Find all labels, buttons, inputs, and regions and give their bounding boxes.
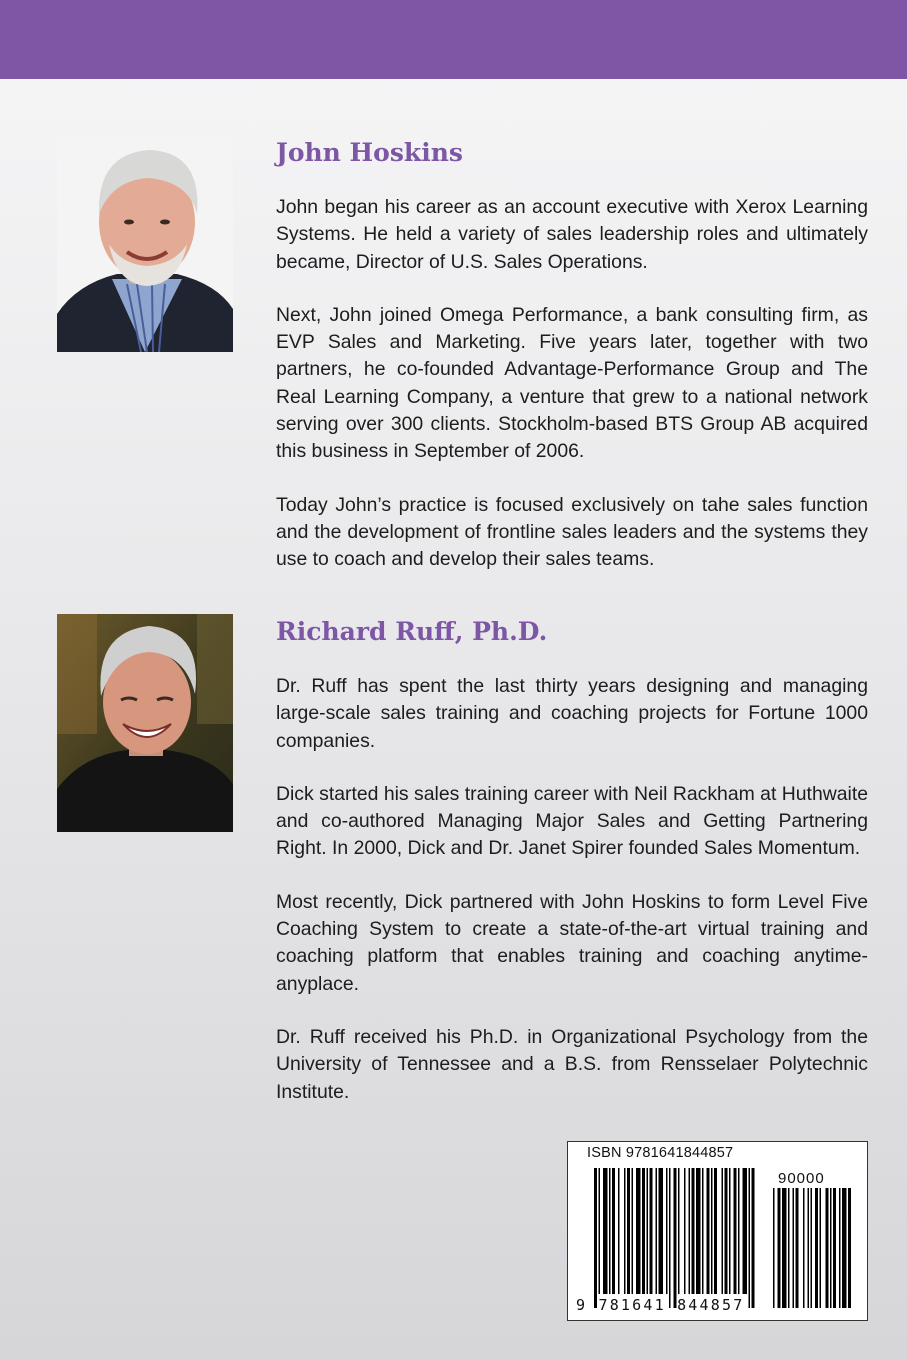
barcode-bar xyxy=(714,1168,717,1294)
barcode-addon-bar xyxy=(803,1188,805,1308)
isbn-label: ISBN 9781641844857 xyxy=(587,1145,734,1161)
barcode-bar xyxy=(738,1168,740,1294)
bio-paragraph: Dr. Ruff received his Ph.D. in Organizational Psychology from the University of Tennessee and a B.S. from Rensselaer Polytechnic Institute. xyxy=(276,1025,868,1103)
barcode-addon-bar xyxy=(842,1188,847,1308)
barcode-addon-bar xyxy=(839,1188,841,1308)
barcode-addon-bar xyxy=(793,1188,795,1308)
barcode-bar xyxy=(594,1168,597,1308)
barcode-addon-bar xyxy=(820,1188,822,1308)
barcode-bar xyxy=(599,1168,601,1294)
barcode-addon-bar xyxy=(773,1188,775,1308)
barcode-bar xyxy=(692,1168,695,1294)
richard-ruff-photo xyxy=(57,614,233,832)
barcode-addon-bar xyxy=(782,1188,787,1308)
barcode-bar xyxy=(729,1168,731,1294)
barcode-bar xyxy=(743,1168,748,1294)
barcode-bar xyxy=(642,1168,645,1294)
barcode-bar xyxy=(624,1168,626,1294)
barcode-bar xyxy=(749,1168,751,1308)
john-hoskins-bio xyxy=(276,137,868,600)
barcode-bar xyxy=(689,1168,691,1294)
barcode-addon-bar xyxy=(848,1188,851,1308)
barcode-bar xyxy=(725,1168,728,1294)
barcode-main-digits: 9 781641 844857 xyxy=(576,1296,745,1314)
richard-ruff-bio xyxy=(276,616,868,1132)
bio-paragraph: Most recently, Dick partnered with John Hoskins to form Level Five Coaching System to create a state-of-the-art virtual training and coaching platform that enables training and coaching anytime-anyplace. xyxy=(276,890,868,995)
barcode-addon-bar xyxy=(788,1188,790,1308)
barcode-bar xyxy=(627,1168,630,1294)
barcode-bar xyxy=(684,1168,686,1294)
bio-paragraph: Dr. Ruff has spent the last thirty years designing and managing large-scale sales training and coaching projects for Fortune 1000 companies. xyxy=(276,675,868,752)
author-name: Richard Ruff, Ph.D. xyxy=(276,617,548,646)
bio-paragraph: John began his career as an account executive with Xerox Learning Systems. He held a variety of sales leadership roles and ultimately became, Director of U.S. Sales Operations. xyxy=(276,196,868,273)
barcode-bar xyxy=(669,1168,671,1308)
barcode-addon-bar xyxy=(778,1188,781,1308)
barcode-bar xyxy=(752,1168,755,1308)
barcode-bar xyxy=(647,1168,649,1294)
barcode-bar xyxy=(734,1168,737,1294)
barcode-bar xyxy=(702,1168,704,1294)
barcode-addon-bar xyxy=(796,1188,799,1308)
barcode-bar xyxy=(632,1168,634,1294)
barcode-bar xyxy=(636,1168,641,1294)
barcode-bar xyxy=(603,1168,608,1294)
barcode-bar xyxy=(678,1168,680,1294)
barcode-bar xyxy=(666,1168,668,1294)
barcode-bar xyxy=(674,1168,677,1308)
barcode-bar xyxy=(650,1168,653,1294)
barcode-addon-bar xyxy=(811,1188,813,1308)
barcode-addon-bar xyxy=(833,1188,836,1308)
barcode-bar xyxy=(696,1168,701,1294)
barcode-addon-bar xyxy=(808,1188,810,1308)
top-color-band xyxy=(0,0,907,79)
barcode-bars xyxy=(568,1142,867,1320)
bio-paragraph: Dick started his sales training career with Neil Rackham at Huthwaite and co-authored Managing Major Sales and Getting Partnering Right. In 2000, Dick and Dr. Janet Spirer founded Sales Momentum. xyxy=(276,782,868,860)
john-hoskins-photo xyxy=(57,134,233,352)
barcode-bar xyxy=(711,1168,713,1294)
barcode-addon-bar xyxy=(826,1188,829,1308)
barcode-bar xyxy=(707,1168,710,1294)
barcode-addon-bar xyxy=(815,1188,818,1308)
bio-paragraph: Today John’s practice is focused exclusively on tahe sales function and the development of frontline sales leaders and the systems they use to coach and develop their sales teams. xyxy=(276,493,868,571)
isbn-barcode xyxy=(567,1141,868,1321)
barcode-bar xyxy=(609,1168,611,1294)
barcode-addon-digits: 90000 xyxy=(778,1170,825,1187)
barcode-addon-bar xyxy=(830,1188,832,1308)
barcode-bar xyxy=(618,1168,620,1294)
bio-paragraph: Next, John joined Omega Performance, a bank consulting firm, as EVP Sales and Marketing. Five years later, together with two partners, he co-founded Advantage-Performance Group and The Real Learning Company, a venture that grew to a national network serving over 300 clients. Stockholm-based BTS Group AB acquired this business in September of 2006. xyxy=(276,303,868,463)
barcode-bar xyxy=(659,1168,664,1294)
author-name: John Hoskins xyxy=(276,138,463,167)
barcode-bar xyxy=(656,1168,658,1294)
barcode-bar xyxy=(722,1168,724,1294)
barcode-bar xyxy=(612,1168,615,1294)
